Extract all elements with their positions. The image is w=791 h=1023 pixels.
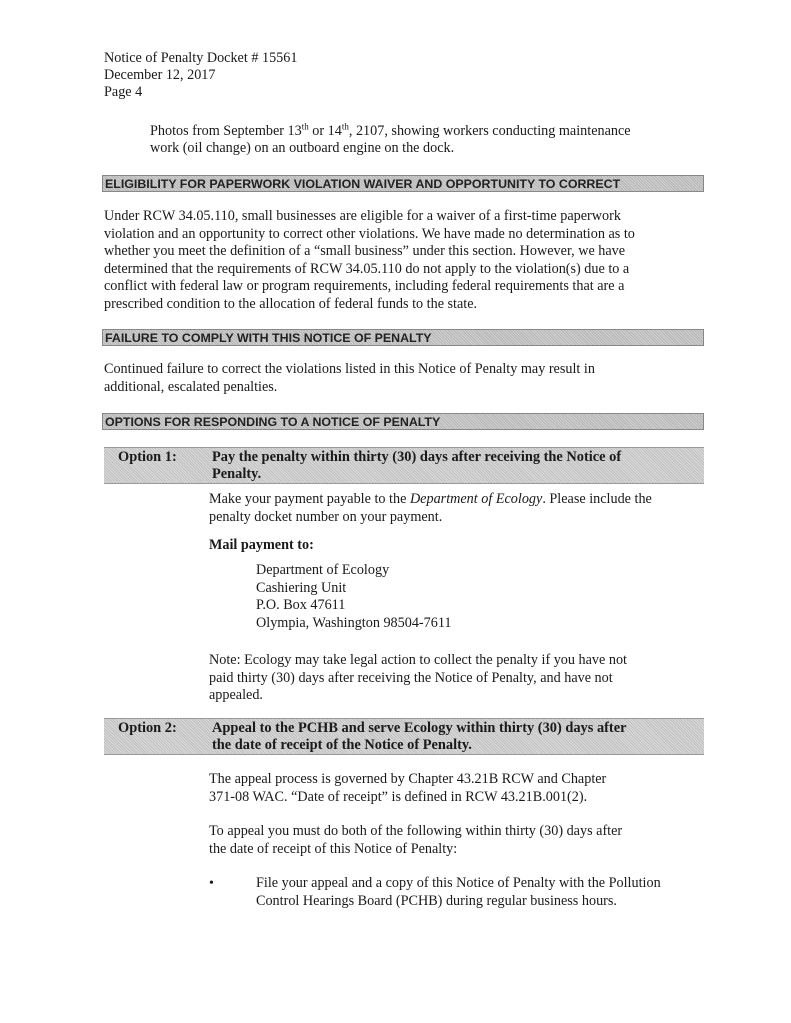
section-heading-options: OPTIONS FOR RESPONDING TO A NOTICE OF PENALTY xyxy=(102,413,704,430)
failure-paragraph xyxy=(104,361,696,396)
text-line: Under RCW 34.05.110, small businesses are eligible for a waiver of a first-time paperwork xyxy=(104,208,621,224)
address-line: P.O. Box 47611 xyxy=(256,597,346,613)
page-number: Page 4 xyxy=(104,84,143,100)
text-line: determined that the requirements of RCW 34.05.110 do not apply to the violation(s) due to a xyxy=(104,260,630,277)
address-line: Department of Ecology xyxy=(256,562,390,578)
text-line: appealed. xyxy=(209,687,263,703)
text-line: File your appeal and a copy of this Notice of Penalty with the Pollution xyxy=(256,875,661,891)
appeal-bullet-item xyxy=(256,875,701,910)
option-1-label: Option 1: xyxy=(118,449,177,465)
section-heading-eligibility: ELIGIBILITY FOR PAPERWORK VIOLATION WAIVER AND OPPORTUNITY TO CORRECT xyxy=(102,175,704,192)
text-line: conflict with federal law or program requirements, including federal requirements that are a xyxy=(104,278,625,294)
text-line: The appeal process is governed by Chapter 43.21B RCW and Chapter xyxy=(209,771,607,787)
address-line: Olympia, Washington 98504-7611 xyxy=(256,614,452,631)
text-line: Continued failure to correct the violations listed in this Notice of Penalty may result in xyxy=(104,361,595,377)
collection-note xyxy=(209,652,699,705)
text-line: 371-08 WAC. “Date of receipt” is defined in RCW 43.21B.001(2). xyxy=(209,788,588,805)
date-line: December 12, 2017 xyxy=(104,67,216,83)
text-line: the date of receipt of this Notice of Penalty: xyxy=(209,840,458,857)
text-line: paid thirty (30) days after receiving the Notice of Penalty, and have not xyxy=(209,669,613,686)
section-heading-failure: FAILURE TO COMPLY WITH THIS NOTICE OF PENALTY xyxy=(102,329,704,346)
appeal-process-paragraph xyxy=(209,771,699,806)
mail-payment-label: Mail payment to: xyxy=(209,537,314,553)
text-line: Control Hearings Board (PCHB) during regular business hours. xyxy=(256,892,617,909)
photos-line-2: work (oil change) on an outboard engine on the dock. xyxy=(150,140,455,156)
photos-line-1: Photos from September 13th or 14th, 2107, showing workers conducting maintenance xyxy=(150,121,631,139)
text-line: whether you meet the definition of a “small business” under this section. However, we have xyxy=(104,243,626,259)
text-line: Note: Ecology may take legal action to collect the penalty if you have not xyxy=(209,652,627,668)
text-line: To appeal you must do both of the following within thirty (30) days after xyxy=(209,823,623,839)
appeal-requirements-intro xyxy=(209,823,699,858)
mailing-address xyxy=(256,562,452,632)
option-2-banner xyxy=(104,718,704,755)
option-2-title: Appeal to the PCHB and serve Ecology within thirty (30) days after the date of receipt of the Notice of Penalty. xyxy=(212,720,627,753)
docket-line: Notice of Penalty Docket # 15561 xyxy=(104,50,298,66)
address-line: Cashiering Unit xyxy=(256,579,347,596)
text-line: additional, escalated penalties. xyxy=(104,378,278,395)
payment-instructions: Make your payment payable to the Department of Ecology. Please include the penalty docket number on your payment. xyxy=(209,491,652,525)
option-2-label: Option 2: xyxy=(118,720,177,736)
payee-name: Department of Ecology xyxy=(409,491,543,507)
text-line: prescribed condition to the allocation of federal funds to the state. xyxy=(104,295,478,312)
option-1-title: Pay the penalty within thirty (30) days after receiving the Notice of Penalty. xyxy=(212,449,622,482)
option-1-banner xyxy=(104,447,704,484)
bullet-icon: • xyxy=(209,876,214,891)
eligibility-paragraph xyxy=(104,208,696,313)
text-line: violation and an opportunity to correct other violations. We have made no determination as to xyxy=(104,225,635,242)
